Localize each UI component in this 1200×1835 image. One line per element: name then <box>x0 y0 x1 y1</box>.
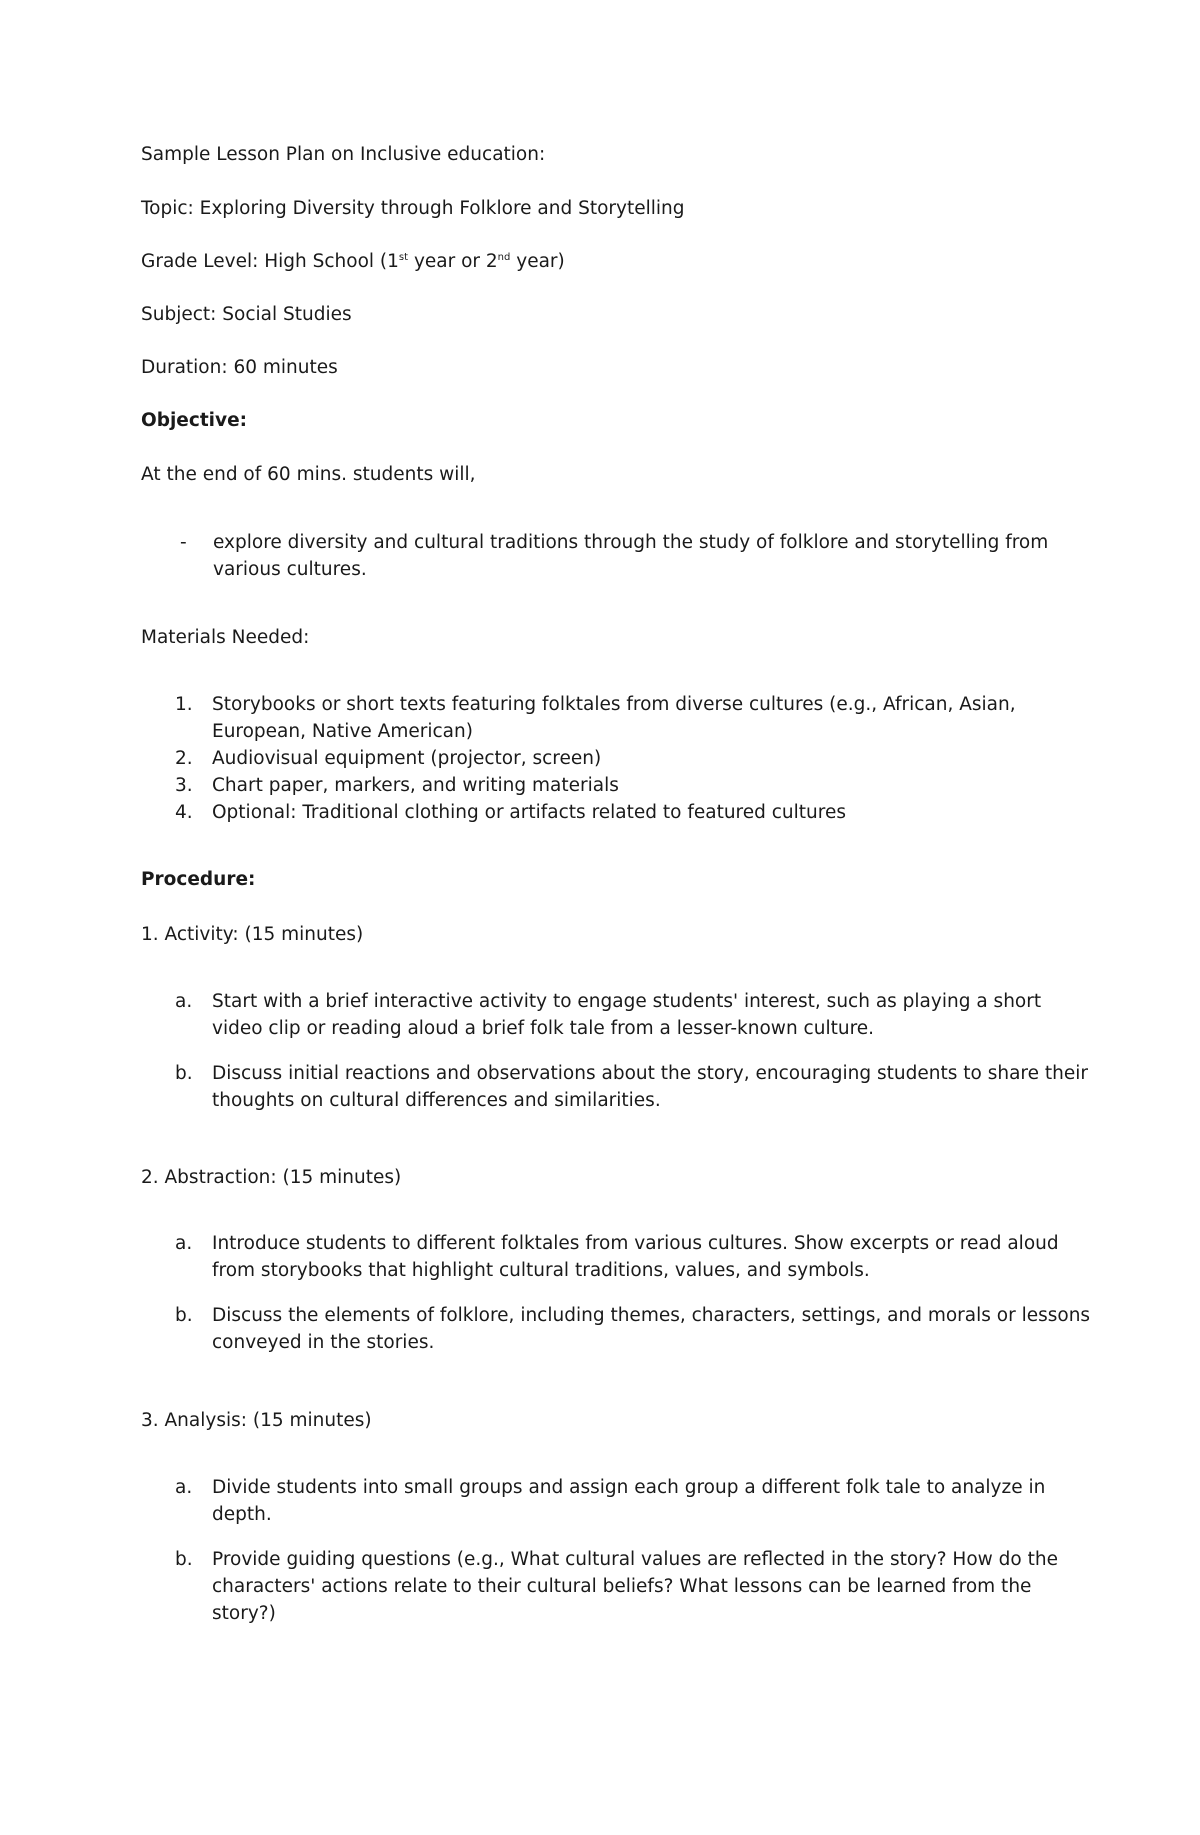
list-item <box>141 1474 1092 1528</box>
dash-bullet: - <box>180 532 187 553</box>
materials-heading: Materials Needed: <box>141 627 310 648</box>
list-item-text: Introduce students to different folktales from various cultures. Show excerpts or read aloud from storybooks that highlight cultural traditions, values, and symbols. <box>212 1233 1059 1281</box>
list-item-text: Storybooks or short texts featuring folktales from diverse cultures (e.g., African, Asian, European, Native American) <box>212 694 1016 742</box>
grade-prefix: Grade Level: High School (1 <box>141 251 399 272</box>
list-marker: a. <box>175 1233 193 1254</box>
list-item <box>141 1230 1092 1284</box>
list-item-text: Chart paper, markers, and writing materials <box>212 775 619 796</box>
list-item-text: Discuss initial reactions and observations about the story, encouraging students to share their thoughts on cultural differences and similarities. <box>212 1063 1088 1111</box>
list-item <box>141 1060 1092 1114</box>
procedure-step-heading: 1. Activity: (15 minutes) <box>141 924 364 945</box>
list-item-text: Discuss the elements of folklore, including themes, characters, settings, and morals or lessons conveyed in the stories. <box>212 1305 1091 1353</box>
grade-middle: year or 2 <box>408 251 498 272</box>
list-marker: b. <box>175 1063 193 1084</box>
list-marker: 1. <box>175 694 193 715</box>
materials-list <box>141 691 1092 826</box>
objective-heading: Objective: <box>141 410 248 431</box>
list-marker: b. <box>175 1305 193 1326</box>
list-item-text: Optional: Traditional clothing or artifacts related to featured cultures <box>212 802 846 823</box>
list-item-text: Divide students into small groups and assign each group a different folk tale to analyze in depth. <box>212 1477 1046 1525</box>
list-item <box>141 988 1092 1042</box>
procedure-step-list <box>141 1230 1092 1356</box>
list-marker: 3. <box>175 775 193 796</box>
document-title: Sample Lesson Plan on Inclusive education: <box>141 144 546 165</box>
grade-suffix: year) <box>510 251 565 272</box>
objective-item <box>180 529 1073 583</box>
list-marker: 4. <box>175 802 193 823</box>
list-item-text: Start with a brief interactive activity to engage students' interest, such as playing a short video clip or reading aloud a brief folk tale from a lesser-known culture. <box>212 991 1042 1039</box>
objective-intro: At the end of 60 mins. students will, <box>141 464 476 485</box>
grade-level-line <box>141 248 565 275</box>
list-marker: 2. <box>175 748 193 769</box>
procedure-step-heading: 2. Abstraction: (15 minutes) <box>141 1167 402 1188</box>
topic-line: Topic: Exploring Diversity through Folklore and Storytelling <box>141 198 685 219</box>
list-item <box>141 691 1092 745</box>
subject-line: Subject: Social Studies <box>141 304 352 325</box>
list-item <box>141 1302 1092 1356</box>
list-marker: a. <box>175 1477 193 1498</box>
grade-superscript-2: nd <box>497 252 511 263</box>
list-item-text: Provide guiding questions (e.g., What cultural values are reflected in the story? How do the characters' actions relate to their cultural beliefs? What lessons can be learned from the story?) <box>212 1549 1058 1624</box>
grade-superscript-1: st <box>398 252 409 263</box>
list-marker: b. <box>175 1549 193 1570</box>
list-item <box>141 745 1092 772</box>
objective-item-text: explore diversity and cultural traditions through the study of folklore and storytelling from various cultures. <box>213 532 1049 580</box>
procedure-step-list <box>141 988 1092 1114</box>
list-item <box>141 772 1092 799</box>
list-item <box>141 799 1092 826</box>
duration-line: Duration: 60 minutes <box>141 357 338 378</box>
procedure-heading: Procedure: <box>141 869 256 890</box>
list-marker: a. <box>175 991 193 1012</box>
list-item <box>141 1546 1092 1627</box>
procedure-step-list <box>141 1474 1092 1627</box>
procedure-step-heading: 3. Analysis: (15 minutes) <box>141 1410 372 1431</box>
list-item-text: Audiovisual equipment (projector, screen) <box>212 748 602 769</box>
